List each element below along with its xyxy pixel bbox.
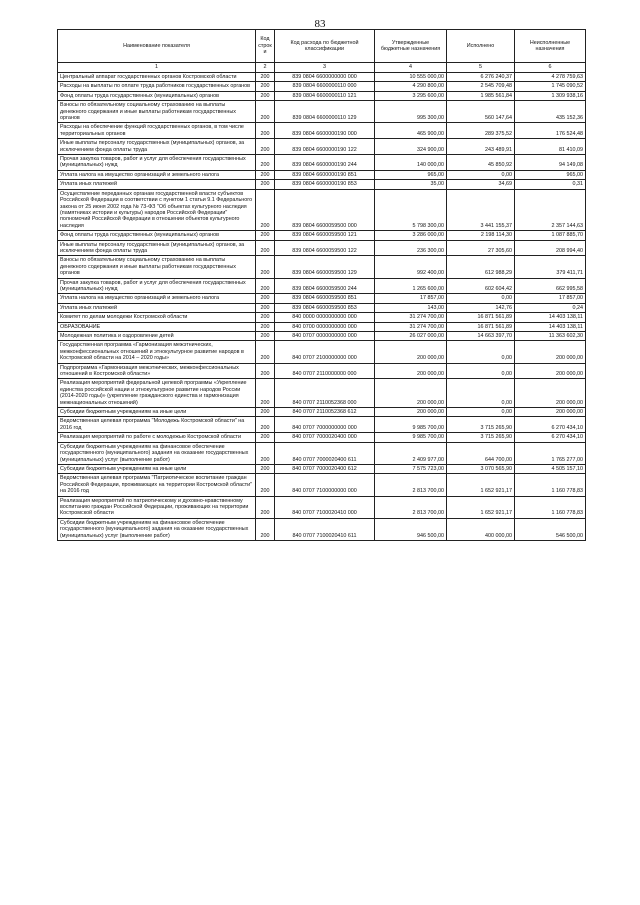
row-name: Государственная программа «Гармонизация межэтнических, межконфессиональных отношений и этнокультурное развитие народов в Костромской области на 2014 – 2020 годы»: [58, 341, 256, 363]
row-unexecuted-amount: 1 309 938,16: [515, 91, 586, 100]
row-name: Прочая закупка товаров, работ и услуг для обеспечения государственных (муниципальных) нужд: [58, 278, 256, 294]
table-row: [58, 73, 586, 82]
header-unexecuted: Неисполненные назначения: [515, 30, 586, 63]
row-unexecuted-amount: 1 160 778,83: [515, 474, 586, 496]
row-unexecuted-amount: 81 410,09: [515, 139, 586, 155]
row-name: Уплата налога на имущество организаций и земельного налога: [58, 170, 256, 179]
row-unexecuted-amount: 0,31: [515, 180, 586, 189]
row-name: Уплата иных платежей: [58, 180, 256, 189]
row-budget-code: 839 0804 6600000190 851: [275, 170, 375, 179]
row-unexecuted-amount: 94 149,08: [515, 155, 586, 171]
row-name: ОБРАЗОВАНИЕ: [58, 322, 256, 331]
row-executed-amount: 16 871 561,89: [447, 313, 515, 322]
row-executed-amount: 289 375,52: [447, 123, 515, 139]
row-name: Реализация мероприятий по патриотическому и духовно-нравственному воспитанию граждан Российской Федерации, проживающих на территории Костромской области: [58, 496, 256, 518]
row-budget-code: 840 0707 2110000000 000: [275, 363, 375, 379]
table-row: [58, 303, 586, 312]
table-row: [58, 379, 586, 408]
table-row: [58, 240, 586, 256]
column-number: 3: [275, 63, 375, 73]
row-executed-amount: 16 871 561,89: [447, 322, 515, 331]
table-row: [58, 294, 586, 303]
row-name: Реализация мероприятий федеральной целевой программы «Укрепление единства российской нации и этнокультурное развитие народов России (2014-2020 годы)» (укрепление гражданского единства и гармонизация межнациональных отношений): [58, 379, 256, 408]
row-unexecuted-amount: 546 500,00: [515, 518, 586, 540]
row-approved-amount: 992 400,00: [375, 256, 447, 278]
row-name: Субсидии бюджетным учреждениям на иные цели: [58, 408, 256, 417]
header-name: Наименование показателя: [58, 30, 256, 63]
row-name: Субсидии бюджетным учреждениям на финансовое обеспечение государственного (муниципального) задания на оказание государственных (муниципальных) услуг (выполнение работ): [58, 442, 256, 464]
row-line-code: 200: [256, 155, 275, 171]
row-executed-amount: 1 652 921,17: [447, 474, 515, 496]
page-number: 83: [314, 18, 326, 30]
row-approved-amount: 200 000,00: [375, 408, 447, 417]
table-row: [58, 518, 586, 540]
table-row: [58, 278, 586, 294]
table-row: [58, 101, 586, 123]
row-executed-amount: 6 276 240,37: [447, 73, 515, 82]
row-unexecuted-amount: 200 000,00: [515, 408, 586, 417]
row-name: Реализация мероприятий по работе с молодежью Костромской области: [58, 433, 256, 442]
row-approved-amount: 9 985 700,00: [375, 417, 447, 433]
row-unexecuted-amount: 208 994,40: [515, 240, 586, 256]
table-row: [58, 332, 586, 341]
row-name: Прочая закупка товаров, работ и услуг для обеспечения государственных (муниципальных) нужд: [58, 155, 256, 171]
row-line-code: 200: [256, 294, 275, 303]
row-approved-amount: 31 274 700,00: [375, 322, 447, 331]
row-approved-amount: 946 500,00: [375, 518, 447, 540]
row-executed-amount: 0,00: [447, 341, 515, 363]
row-line-code: 200: [256, 464, 275, 473]
row-executed-amount: 2 198 114,30: [447, 231, 515, 240]
table-row: [58, 170, 586, 179]
table-row: [58, 322, 586, 331]
table-row: [58, 91, 586, 100]
row-executed-amount: 602 604,42: [447, 278, 515, 294]
column-number: 4: [375, 63, 447, 73]
row-budget-code: 840 0707 0000000000 000: [275, 332, 375, 341]
row-budget-code: 839 0804 6600000110 129: [275, 101, 375, 123]
table-row: [58, 474, 586, 496]
row-unexecuted-amount: 435 152,36: [515, 101, 586, 123]
row-approved-amount: 324 900,00: [375, 139, 447, 155]
row-budget-code: 839 0804 6600000110 000: [275, 82, 375, 91]
row-approved-amount: 35,00: [375, 180, 447, 189]
row-approved-amount: 9 985 700,00: [375, 433, 447, 442]
row-budget-code: 839 0804 6600000110 121: [275, 91, 375, 100]
row-unexecuted-amount: 1 765 277,00: [515, 442, 586, 464]
row-unexecuted-amount: 2 357 144,63: [515, 189, 586, 230]
column-number: 2: [256, 63, 275, 73]
header-approved: Утвержденные бюджетные назначения: [375, 30, 447, 63]
row-unexecuted-amount: 17 857,00: [515, 294, 586, 303]
row-line-code: 200: [256, 278, 275, 294]
row-executed-amount: 0,00: [447, 379, 515, 408]
row-budget-code: 839 0804 6600059500 129: [275, 256, 375, 278]
row-name: Уплата налога на имущество организаций и земельного налога: [58, 294, 256, 303]
row-line-code: 200: [256, 170, 275, 179]
row-line-code: 200: [256, 123, 275, 139]
row-name: Ведомственная целевая программа "Молодежь Костромской области" на 2016 год: [58, 417, 256, 433]
row-budget-code: 840 0707 7000020400 611: [275, 442, 375, 464]
row-approved-amount: 3 286 000,00: [375, 231, 447, 240]
row-unexecuted-amount: 1 160 778,83: [515, 496, 586, 518]
row-executed-amount: 3 441 155,37: [447, 189, 515, 230]
row-line-code: 200: [256, 101, 275, 123]
row-executed-amount: 3 070 565,90: [447, 464, 515, 473]
row-name: Субсидии бюджетным учреждениям на иные цели: [58, 464, 256, 473]
row-name: Фонд оплаты труда государственных (муниципальных) органов: [58, 91, 256, 100]
row-budget-code: 839 0804 6600059500 851: [275, 294, 375, 303]
row-name: Молодежная политика и оздоровление детей: [58, 332, 256, 341]
row-name: Взносы по обязательному социальному страхованию на выплаты денежного содержания и иные выплаты работникам государственных органов: [58, 101, 256, 123]
row-name: Взносы по обязательному социальному страхованию на выплаты денежного содержания и иные выплаты работникам государственных органов: [58, 256, 256, 278]
row-approved-amount: 3 295 600,00: [375, 91, 447, 100]
row-executed-amount: 400 000,00: [447, 518, 515, 540]
row-executed-amount: 45 850,92: [447, 155, 515, 171]
row-executed-amount: 0,00: [447, 363, 515, 379]
row-executed-amount: 34,69: [447, 180, 515, 189]
table-row: [58, 82, 586, 91]
row-name: Расходы на выплаты по оплате труда работников государственных органов: [58, 82, 256, 91]
table-row: [58, 313, 586, 322]
row-line-code: 200: [256, 379, 275, 408]
row-budget-code: 840 0707 7000020400 000: [275, 433, 375, 442]
row-approved-amount: 1 265 600,00: [375, 278, 447, 294]
row-approved-amount: 7 575 723,00: [375, 464, 447, 473]
row-unexecuted-amount: 1 745 090,52: [515, 82, 586, 91]
table-row: [58, 231, 586, 240]
row-approved-amount: 140 000,00: [375, 155, 447, 171]
row-budget-code: 839 0804 6600059500 122: [275, 240, 375, 256]
row-line-code: 200: [256, 313, 275, 322]
row-unexecuted-amount: 176 524,48: [515, 123, 586, 139]
row-executed-amount: 243 489,91: [447, 139, 515, 155]
row-name: Субсидии бюджетным учреждениям на финансовое обеспечение государственного (муниципального) задания на оказание государственных (муниципальных) услуг (выполнение работ): [58, 518, 256, 540]
row-budget-code: 839 0804 6600000190 853: [275, 180, 375, 189]
row-budget-code: 839 0804 6600059500 853: [275, 303, 375, 312]
row-budget-code: 840 0707 7000020400 612: [275, 464, 375, 473]
row-executed-amount: 612 988,29: [447, 256, 515, 278]
row-line-code: 200: [256, 474, 275, 496]
row-budget-code: 840 0707 7100020410 611: [275, 518, 375, 540]
row-unexecuted-amount: 200 000,00: [515, 341, 586, 363]
table-row: [58, 189, 586, 230]
row-approved-amount: 465 900,00: [375, 123, 447, 139]
row-approved-amount: 2 813 700,00: [375, 496, 447, 518]
row-unexecuted-amount: 4 505 157,10: [515, 464, 586, 473]
table-row: [58, 464, 586, 473]
row-budget-code: 839 0804 6600000190 244: [275, 155, 375, 171]
row-budget-code: 840 0707 2100000000 000: [275, 341, 375, 363]
row-unexecuted-amount: 379 411,71: [515, 256, 586, 278]
table-row: [58, 408, 586, 417]
row-unexecuted-amount: 200 000,00: [515, 379, 586, 408]
table-row: [58, 256, 586, 278]
row-line-code: 200: [256, 180, 275, 189]
row-budget-code: 840 0707 2110052368 000: [275, 379, 375, 408]
row-approved-amount: 26 027 000,00: [375, 332, 447, 341]
row-unexecuted-amount: 11 363 602,30: [515, 332, 586, 341]
row-line-code: 200: [256, 363, 275, 379]
row-line-code: 200: [256, 341, 275, 363]
table-row: [58, 363, 586, 379]
row-unexecuted-amount: 200 000,00: [515, 363, 586, 379]
row-line-code: 200: [256, 91, 275, 100]
row-name: Уплата иных платежей: [58, 303, 256, 312]
row-line-code: 200: [256, 303, 275, 312]
row-unexecuted-amount: 14 403 138,11: [515, 313, 586, 322]
row-approved-amount: 17 857,00: [375, 294, 447, 303]
row-line-code: 200: [256, 231, 275, 240]
column-number: 5: [447, 63, 515, 73]
row-line-code: 200: [256, 496, 275, 518]
row-unexecuted-amount: 14 403 138,11: [515, 322, 586, 331]
row-unexecuted-amount: 662 995,58: [515, 278, 586, 294]
header-executed: Исполнено: [447, 30, 515, 63]
row-line-code: 200: [256, 240, 275, 256]
row-executed-amount: 2 545 709,48: [447, 82, 515, 91]
budget-execution-table: [57, 29, 586, 541]
row-budget-code: 839 0804 6600059500 121: [275, 231, 375, 240]
row-approved-amount: 4 290 800,00: [375, 82, 447, 91]
row-line-code: 200: [256, 256, 275, 278]
row-approved-amount: 200 000,00: [375, 379, 447, 408]
row-executed-amount: 1 985 561,84: [447, 91, 515, 100]
table-row: [58, 139, 586, 155]
row-budget-code: 839 0804 6600059500 244: [275, 278, 375, 294]
row-executed-amount: 560 147,64: [447, 101, 515, 123]
row-approved-amount: 2 813 700,00: [375, 474, 447, 496]
table-row: [58, 180, 586, 189]
table-row: [58, 341, 586, 363]
table-body: [58, 73, 586, 541]
row-approved-amount: 10 555 000,00: [375, 73, 447, 82]
row-line-code: 200: [256, 82, 275, 91]
row-approved-amount: 5 798 300,00: [375, 189, 447, 230]
row-budget-code: 839 0804 6600000190 000: [275, 123, 375, 139]
row-executed-amount: 142,76: [447, 303, 515, 312]
header-budget-code: Код расхода по бюджетной классификации: [275, 30, 375, 63]
row-budget-code: 840 0707 7100020410 000: [275, 496, 375, 518]
row-name: Осуществление переданных органам государственной власти субъектов Российской Федерации в соответствии с пунктом 1 статьи 9.1 Федерального закона от 25 июня 2002 года № 73-ФЗ "Об объектах культурного наследия (памятниках истории и культуры) народов Российской Федерации" полномочий Российской Федерации в отношении объектов культурного наследия: [58, 189, 256, 230]
column-number: 6: [515, 63, 586, 73]
row-approved-amount: 200 000,00: [375, 341, 447, 363]
row-line-code: 200: [256, 417, 275, 433]
row-approved-amount: 2 409 977,00: [375, 442, 447, 464]
row-approved-amount: 200 000,00: [375, 363, 447, 379]
table-row: [58, 496, 586, 518]
row-name: Подпрограмма «Гармонизация межэтнических, межконфессиональных отношений в Костромской области»: [58, 363, 256, 379]
column-number: 1: [58, 63, 256, 73]
row-executed-amount: 1 652 921,17: [447, 496, 515, 518]
row-executed-amount: 0,00: [447, 170, 515, 179]
row-budget-code: 839 0804 6600000190 122: [275, 139, 375, 155]
row-line-code: 200: [256, 322, 275, 331]
row-approved-amount: 143,00: [375, 303, 447, 312]
row-approved-amount: 31 274 700,00: [375, 313, 447, 322]
table-row: [58, 155, 586, 171]
row-budget-code: 840 0707 2110052368 612: [275, 408, 375, 417]
row-executed-amount: 644 700,00: [447, 442, 515, 464]
row-name: Расходы на обеспечение функций государственных органов, в том числе территориальных органов: [58, 123, 256, 139]
row-name: Фонд оплаты труда государственных (муниципальных) органов: [58, 231, 256, 240]
table-row: [58, 433, 586, 442]
row-budget-code: 840 0000 0000000000 000: [275, 313, 375, 322]
row-name: Иные выплаты персоналу государственных (муниципальных) органов, за исключением фонда оплаты труда: [58, 139, 256, 155]
row-line-code: 200: [256, 433, 275, 442]
column-number-row: [58, 63, 586, 73]
row-name: Центральный аппарат государственных органов Костромской области: [58, 73, 256, 82]
row-unexecuted-amount: 6 270 434,10: [515, 417, 586, 433]
table-row: [58, 417, 586, 433]
row-executed-amount: 0,00: [447, 408, 515, 417]
row-executed-amount: 3 715 265,90: [447, 417, 515, 433]
row-line-code: 200: [256, 189, 275, 230]
row-budget-code: 840 0707 7100000000 000: [275, 474, 375, 496]
row-line-code: 200: [256, 518, 275, 540]
row-name: Комитет по делам молодежи Костромской области: [58, 313, 256, 322]
row-budget-code: 839 0804 6600059500 000: [275, 189, 375, 230]
table-row: [58, 123, 586, 139]
row-executed-amount: 3 715 265,90: [447, 433, 515, 442]
table-row: [58, 442, 586, 464]
row-executed-amount: 0,00: [447, 294, 515, 303]
row-line-code: 200: [256, 139, 275, 155]
row-approved-amount: 236 300,00: [375, 240, 447, 256]
row-unexecuted-amount: 4 278 759,63: [515, 73, 586, 82]
table-header-row: [58, 30, 586, 63]
row-executed-amount: 14 663 397,70: [447, 332, 515, 341]
row-approved-amount: 965,00: [375, 170, 447, 179]
row-budget-code: 840 0707 7000000000 000: [275, 417, 375, 433]
row-executed-amount: 27 305,60: [447, 240, 515, 256]
row-unexecuted-amount: 0,24: [515, 303, 586, 312]
row-name: Иные выплаты персоналу государственных (муниципальных) органов, за исключением фонда оплаты труда: [58, 240, 256, 256]
row-unexecuted-amount: 1 087 885,70: [515, 231, 586, 240]
row-budget-code: 840 0700 0000000000 000: [275, 322, 375, 331]
row-unexecuted-amount: 6 270 434,10: [515, 433, 586, 442]
row-line-code: 200: [256, 73, 275, 82]
row-approved-amount: 995 300,00: [375, 101, 447, 123]
row-line-code: 200: [256, 332, 275, 341]
row-budget-code: 839 0804 6600000000 000: [275, 73, 375, 82]
row-line-code: 200: [256, 408, 275, 417]
row-line-code: 200: [256, 442, 275, 464]
row-name: Ведомственная целевая программа "Патриотическое воспитание граждан Российской Федерации, проживающих на территории Костромской области" на 2016 год: [58, 474, 256, 496]
header-line-code: Код строк и: [256, 30, 275, 63]
row-unexecuted-amount: 965,00: [515, 170, 586, 179]
